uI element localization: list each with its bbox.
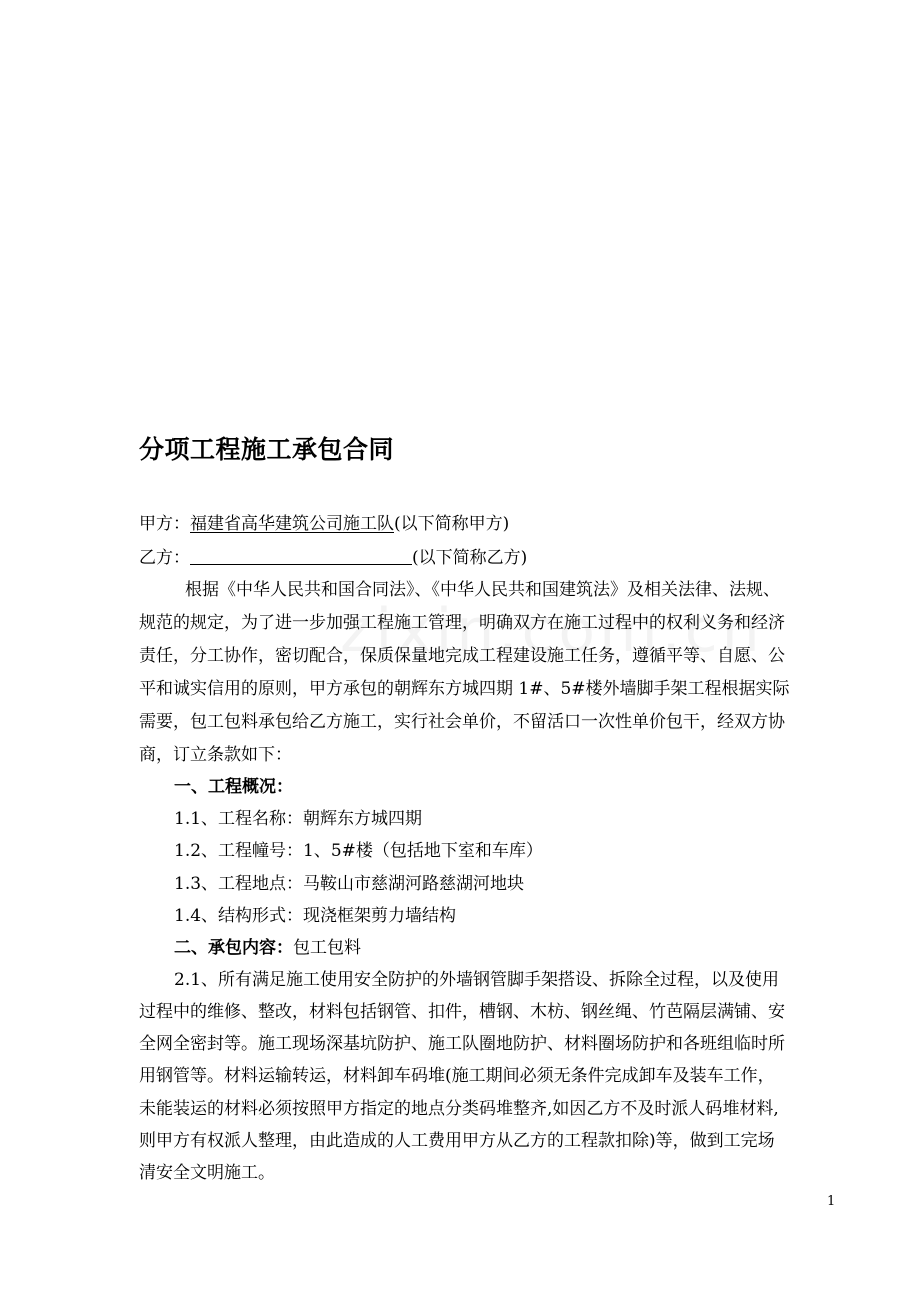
section2-para-line: 用钢管等。材料运输转运，材料卸车码堆(施工期间必须无条件完成卸车及装车工作， [139,1066,775,1086]
party-a-label: 甲方： [139,514,190,534]
section1-item: 1.3、工程地点：马鞍山市慈湖河路慈湖河地块 [174,874,525,894]
section2-para-line: 2.1、所有满足施工使用安全防护的外墙钢管脚手架搭设、拆除全过程，以及使用 [174,970,780,990]
page-number: 1 [827,1194,836,1209]
party-b-blank [190,547,412,565]
section2-para-line: 未能装运的材料必须按照甲方指定的地点分类码堆整齐,如因乙方不及时派人码堆材料, [139,1099,779,1119]
intro-line: 根据《中华人民共和国合同法》、《中华人民共和国建筑法》及相关法律、法规、 [185,580,780,600]
party-b-label: 乙方： [139,548,190,568]
section2-para-line: 则甲方有权派人整理，由此造成的人工费用甲方从乙方的工程款扣除)等，做到工完场 [139,1131,775,1151]
section2-heading-value: 包工包料 [293,938,361,958]
section1-item: 1.1、工程名称：朝辉东方城四期 [174,809,423,829]
party-a-name: 福建省高华建筑公司施工队 [190,514,394,534]
section1-item: 1.2、工程幢号：1、5#楼（包括地下室和车库） [174,841,543,861]
section2-para-line: 清安全文明施工。 [139,1163,275,1183]
party-a-line [139,514,509,534]
section2-heading: 二、承包内容： [174,938,293,958]
intro-line: 需要，包工包料承包给乙方施工，实行社会单价，不留活口一次性单价包干，经双方协 [139,712,785,732]
intro-line: 商，订立条款如下： [139,745,292,765]
party-b-suffix: (以下简称乙方) [412,548,528,568]
section1-heading: 一、工程概况： [174,777,293,797]
section2-heading-line [174,938,361,958]
document-title: 分项工程施工承包合同 [139,435,395,464]
section2-para-line: 过程中的维修、整改，材料包括钢管、扣件，槽钢、木枋、钢丝绳、竹芭隔层满铺、安 [139,1002,785,1022]
party-b-line [139,547,527,568]
party-a-suffix: (以下简称甲方) [394,514,510,534]
section1-item: 1.4、结构形式：现浇框架剪力墙结构 [174,906,457,926]
intro-line: 平和诚实信用的原则，甲方承包的朝辉东方城四期 1#、5#楼外墙脚手架工程根据实际 [139,679,790,699]
section2-para-line: 全网全密封等。施工现场深基坑防护、施工队圈地防护、材料圈场防护和各班组临时所 [139,1034,785,1054]
intro-line: 规范的规定，为了进一步加强工程施工管理，明确双方在施工过程中的权利义务和经济 [139,613,785,633]
intro-line: 责任，分工协作，密切配合，保质保量地完成工程建设施工任务，遵循平等、自愿、公 [139,646,785,666]
